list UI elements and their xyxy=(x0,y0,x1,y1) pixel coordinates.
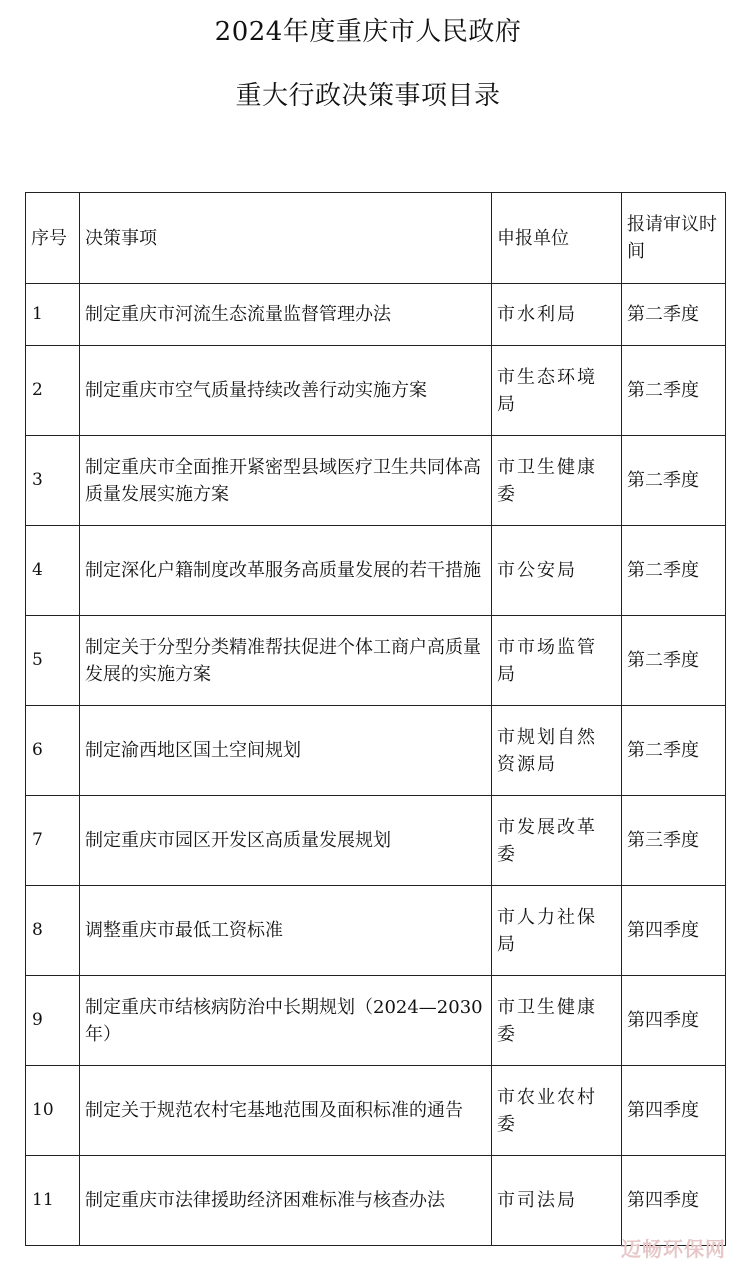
review-time-cell: 第二季度 xyxy=(622,616,726,706)
reporting-unit-cell: 市农业农村委 xyxy=(492,1066,622,1156)
table-row xyxy=(26,796,726,886)
table-row xyxy=(26,886,726,976)
serial-number-cell: 3 xyxy=(26,436,80,526)
table-row xyxy=(26,616,726,706)
review-time-cell: 第二季度 xyxy=(622,706,726,796)
decision-item-cell: 制定重庆市河流生态流量监督管理办法 xyxy=(80,284,492,346)
reporting-unit-cell: 市生态环境局 xyxy=(492,346,622,436)
table-row xyxy=(26,526,726,616)
serial-number-cell: 7 xyxy=(26,796,80,886)
reporting-unit-cell: 市卫生健康委 xyxy=(492,976,622,1066)
decision-item-cell: 制定关于分型分类精准帮扶促进个体工商户高质量发展的实施方案 xyxy=(80,616,492,706)
review-time-cell: 第四季度 xyxy=(622,1156,726,1246)
header-decision-item: 决策事项 xyxy=(80,193,492,284)
review-time-cell: 第二季度 xyxy=(622,284,726,346)
watermark: 迈畅环保网 xyxy=(621,1237,726,1261)
reporting-unit-cell: 市规划自然资源局 xyxy=(492,706,622,796)
serial-number-cell: 11 xyxy=(26,1156,80,1246)
review-time-cell: 第二季度 xyxy=(622,526,726,616)
reporting-unit-cell: 市发展改革委 xyxy=(492,796,622,886)
reporting-unit-cell: 市公安局 xyxy=(492,526,622,616)
serial-number-cell: 10 xyxy=(26,1066,80,1156)
document-title-line-1: 2024年度重庆市人民政府 xyxy=(214,17,522,47)
decision-item-cell: 调整重庆市最低工资标准 xyxy=(80,886,492,976)
header-review-time: 报请审议时间 xyxy=(622,193,726,284)
review-time-cell: 第三季度 xyxy=(622,796,726,886)
decision-items-table xyxy=(25,192,726,1246)
reporting-unit-cell: 市司法局 xyxy=(492,1156,622,1246)
table-header-row xyxy=(26,193,726,284)
decision-item-cell: 制定渝西地区国土空间规划 xyxy=(80,706,492,796)
header-serial-number: 序号 xyxy=(26,193,80,284)
serial-number-cell: 9 xyxy=(26,976,80,1066)
header-reporting-unit: 申报单位 xyxy=(492,193,622,284)
table-row xyxy=(26,1066,726,1156)
table-row xyxy=(26,1156,726,1246)
review-time-cell: 第四季度 xyxy=(622,976,726,1066)
reporting-unit-cell: 市卫生健康委 xyxy=(492,436,622,526)
reporting-unit-cell: 市人力社保局 xyxy=(492,886,622,976)
serial-number-cell: 4 xyxy=(26,526,80,616)
serial-number-cell: 8 xyxy=(26,886,80,976)
review-time-cell: 第四季度 xyxy=(622,1066,726,1156)
serial-number-cell: 2 xyxy=(26,346,80,436)
decision-item-cell: 制定重庆市全面推开紧密型县域医疗卫生共同体高质量发展实施方案 xyxy=(80,436,492,526)
review-time-cell: 第四季度 xyxy=(622,886,726,976)
decision-item-cell: 制定深化户籍制度改革服务高质量发展的若干措施 xyxy=(80,526,492,616)
reporting-unit-cell: 市水利局 xyxy=(492,284,622,346)
review-time-cell: 第二季度 xyxy=(622,346,726,436)
decision-item-cell: 制定关于规范农村宅基地范围及面积标准的通告 xyxy=(80,1066,492,1156)
table-row xyxy=(26,436,726,526)
table-row xyxy=(26,284,726,346)
serial-number-cell: 1 xyxy=(26,284,80,346)
reporting-unit-cell: 市市场监管局 xyxy=(492,616,622,706)
review-time-cell: 第二季度 xyxy=(622,436,726,526)
decision-item-cell: 制定重庆市法律援助经济困难标准与核查办法 xyxy=(80,1156,492,1246)
table-row xyxy=(26,706,726,796)
table-row xyxy=(26,976,726,1066)
decision-item-cell: 制定重庆市空气质量持续改善行动实施方案 xyxy=(80,346,492,436)
decision-item-cell: 制定重庆市结核病防治中长期规划（2024—2030年） xyxy=(80,976,492,1066)
decision-item-cell: 制定重庆市园区开发区高质量发展规划 xyxy=(80,796,492,886)
serial-number-cell: 6 xyxy=(26,706,80,796)
document-title-line-2: 重大行政决策事项目录 xyxy=(235,81,501,111)
serial-number-cell: 5 xyxy=(26,616,80,706)
table-row xyxy=(26,346,726,436)
